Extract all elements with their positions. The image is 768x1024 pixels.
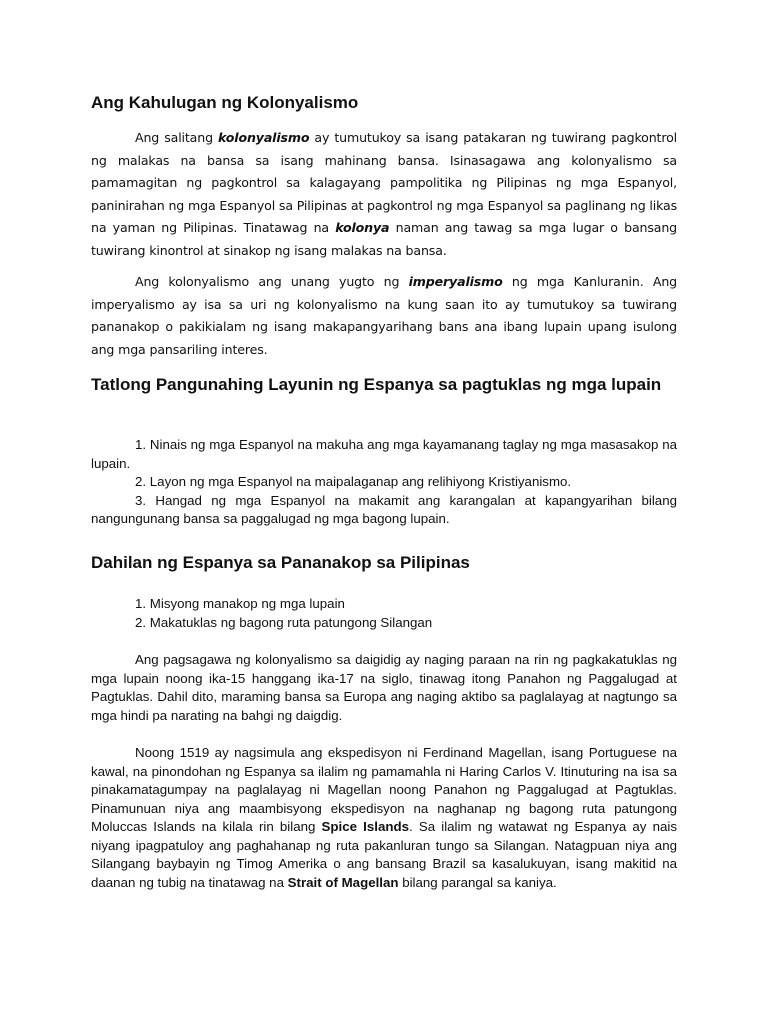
list-item: 2. Makatuklas ng bagong ruta patungong Silangan — [135, 614, 433, 630]
term-spice-islands: Spice Islands — [321, 819, 409, 834]
heading-tatlong-layunin: Tatlong Pangunahing Layunin ng Espanya sa pagtuklas ng mga lupain — [91, 375, 662, 394]
paragraph-panahon-ng-paggalugad: Ang pagsagawa ng kolonyalismo sa daigidig ay naging paraan na rin ng pagkakatuklas ng mga lupain noong ika-15 hanggang ika-17 na siglo, tinawag itong Panahon ng Paggalugad at Pagtuklas. Dahil dito, maraming bansa sa Europa ang naging aktibo sa paglalayag at nagtungo sa mga hindi pa narating na bahgi ng daigdig. — [91, 652, 677, 723]
term-imperyalismo: imperyalismo — [408, 274, 503, 289]
paragraph-kolonyalismo-definition — [91, 127, 677, 263]
layunin-list — [91, 436, 677, 529]
paragraph-text: Noong 1519 ay nagsimula ang ekspedisyon ni Ferdinand Magellan, isang Portuguese na kawal, na pinondohan ng Espanya sa ilalim ng pamamahla ni Haring Carlos V. Itinuturing na isa sa pinakamatagumpay na paglalayag ni Magellan noong Panahon ng Paggalugad at Pagtuklas. Pinamunuan niya ang maambisyong ekspedisyon na naghanap ng bagong ruta patungong Moluccas Islands na kilala rin bilang — [91, 745, 677, 834]
list-item: 1. Ninais ng mga Espanyol na makuha ang mga kayamanang taglay ng mga masasakop na lupain. — [91, 437, 677, 471]
paragraph-text: bilang parangal sa kaniya. — [398, 874, 557, 890]
term-strait-of-magellan: Strait of Magellan — [287, 874, 399, 890]
dahilan-list — [91, 595, 677, 632]
paragraph-text: ng mga Kanluranin. Ang imperyalismo ay isa sa uri ng kolonyalismo na kung saan ito ay tumutukoy sa tuwirang pananakop o pakikialam ng isang makapangyarihang bans ana ibang lupain upang isulong ang mga pansariling interes. — [91, 274, 678, 357]
paragraph-magellan — [91, 744, 677, 892]
list-item: 2. Layon ng mga Espanyol na maipalaganap ang relihiyong Kristiyanismo. — [135, 474, 572, 489]
list-item: 1. Misyong manakop ng mga lupain — [135, 596, 345, 611]
heading-kahulugan-ng-kolonyalismo: Ang Kahulugan ng Kolonyalismo — [91, 93, 359, 112]
heading-dahilan-ng-espanya: Dahilan ng Espanya sa Pananakop sa Pilipinas — [91, 553, 470, 572]
paragraph-text: Ang kolonyalismo ang unang yugto ng — [135, 274, 409, 289]
paragraph-imperyalismo — [91, 271, 677, 361]
term-kolonya: kolonya — [335, 220, 390, 236]
paragraph-text: Ang salitang — [135, 130, 218, 145]
paragraph-text: . Sa ilalim ng watawat ng Espanya ay nais niyang ipagpatuloy ang paghahanap ng ruta pakanluran tungo sa Silangan. Natagpuan niya ang Silangang baybayin ng Timog Amerika o ang bansang Brazil sa kasalukuyan, isang makitid na daanan ng tubig na tinatawag na — [91, 819, 677, 890]
term-kolonyalismo: kolonyalismo — [218, 130, 310, 145]
paragraph-text: ay tumutukoy sa isang patakaran ng tuwirang pagkontrol ng malakas na bansa sa isang mahinang bansa. Isinasagawa ang kolonyalismo sa pamamagitan ng pagkontrol sa kalagayang pampolitika ng Pilipinas ng mga Espanyol, paninirahan ng mga Espanyol sa Pilipinas at pagkontrol ng mga Espanyol sa paglinang ng likas na yaman ng Pilipinas. Tinatawag na — [91, 130, 677, 236]
paragraph-text: naman ang tawag sa mga lugar o bansang tuwirang kinontrol at sinakop ng isang malakas na bansa. — [91, 220, 677, 258]
list-item: 3. Hangad ng mga Espanyol na makamit ang karangalan at kapangyarihan bilang nangungunang bansa sa paggalugad ng mga bagong lupain. — [91, 492, 677, 526]
